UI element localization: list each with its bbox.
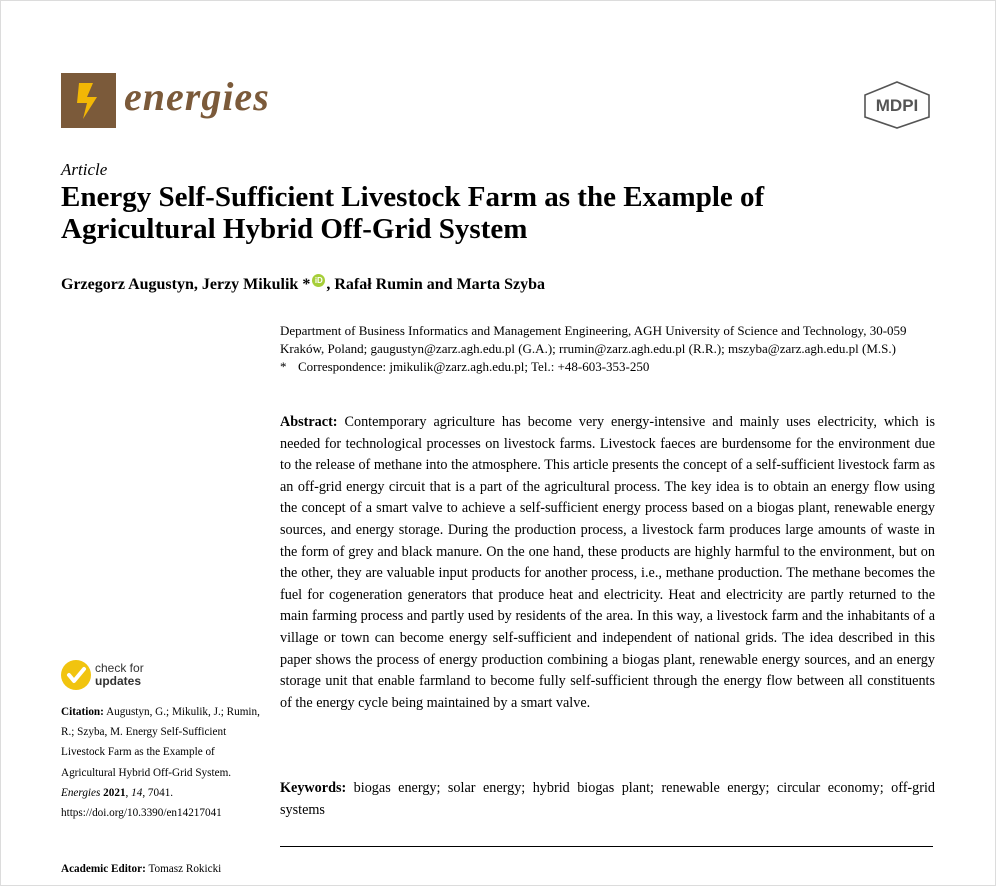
check-updates-text xyxy=(95,662,144,688)
publisher-logo[interactable] xyxy=(861,80,933,130)
author-list xyxy=(61,274,545,294)
editor-name: Tomasz Rokicki xyxy=(148,863,222,875)
authors-first: Grzegorz Augustyn, Jerzy Mikulik * xyxy=(61,276,311,293)
checkmark-icon xyxy=(61,660,91,690)
affiliation xyxy=(280,322,940,376)
authors-rest: , Rafał Rumin and Marta Szyba xyxy=(326,276,545,293)
check-updates-line2: updates xyxy=(95,674,142,688)
journal-logo xyxy=(61,73,116,128)
citation: Citation: Augustyn, G.; Mikulik, J.; Rumin, R.; Szyba, M. Energy Self-Sufficient Livestock Farm as the Example of Agricultural Hybrid Off-Grid System. Energies 2021, 14, 7041. https://doi.org/10.3390/en14217041 xyxy=(61,706,260,820)
keywords xyxy=(280,778,935,821)
citation-journal: Energies xyxy=(61,786,101,799)
check-updates-line1: check for xyxy=(95,661,144,675)
check-for-updates-button[interactable] xyxy=(61,660,221,692)
citation-year: 2021 xyxy=(103,786,126,799)
abstract-text: Contemporary agriculture has become very energy-intensive and mainly uses electricity, which is needed for technological processes on livestock farms. Livestock faeces are burdensome for the environment due to the release of methane into the atmosphere. This article presents the concept of a self-sufficient livestock farm as an off-grid energy circuit that is a part of the agricultural process. The key idea is to obtain an energy flow using the concept of a smart valve to achieve a self-sufficient energy process based on a biogas plant, renewable energy sources, and energy storage. During the production process, a livestock farm produces large amounts of waste in the form of grey and black manure. On the one hand, these products are highly harmful to the environment, but on the other, they are valuable input products for another process, i.e., methane production. The methane becomes the fuel for cogeneration generators that produce heat and electricity. Heat and electricity are partly returned to the main farming process and partly used by residents of the area. In this way, a livestock farm and the inhabitants of a village or town can become energy self-sufficient and independent of national grids. The idea described in this paper shows the process of energy production combining a biogas plant, renewable energy sources, and an energy storage unit that enable farmland to become fully self-sufficient through the energy flow between all constituents of the energy cycle being maintained by a smart valve. xyxy=(280,414,935,711)
section-divider xyxy=(280,846,933,847)
journal-name[interactable]: energies xyxy=(124,74,270,119)
affiliation-text: Department of Business Informatics and Management Engineering, AGH University of Science and Technology, 30-059 Kraków, Poland; gaugustyn@zarz.agh.edu.pl (G.A.); rrumin@zarz.agh.edu.pl (R.R.); mszyba@zarz.agh.edu.pl (M.S.) xyxy=(280,323,907,356)
keywords-label: Keywords: xyxy=(280,780,347,796)
abstract-label: Abstract: xyxy=(280,414,338,430)
publisher-name: MDPI xyxy=(875,96,919,115)
mdpi-hexagon-icon xyxy=(861,80,933,130)
academic-editor xyxy=(61,861,221,877)
citation-volume: 14 xyxy=(131,786,143,799)
correspondence-marker: * xyxy=(280,359,287,374)
article-title: Energy Self-Sufficient Livestock Farm as the Example of Agricultural Hybrid Off-Grid System xyxy=(61,181,765,245)
correspondence-text: Correspondence: jmikulik@zarz.agh.edu.pl; Tel.: +48-603-353-250 xyxy=(298,359,650,374)
editor-label: Academic Editor: xyxy=(61,863,146,875)
citation-doi[interactable]: 7041. https://doi.org/10.3390/en14217041 xyxy=(61,786,222,820)
check-badge xyxy=(61,660,91,690)
keywords-text: biogas energy; solar energy; hybrid biogas plant; renewable energy; circular economy; off-grid systems xyxy=(280,780,935,818)
article-type: Article xyxy=(61,160,108,179)
citation-text: Augustyn, G.; Mikulik, J.; Rumin, R.; Szyba, M. Energy Self-Sufficient Livestock Farm as the Example of Agricultural Hybrid Off-Grid System. xyxy=(61,706,260,779)
abstract xyxy=(280,412,935,714)
orcid-icon[interactable]: iD xyxy=(312,274,325,287)
citation-label: Citation: xyxy=(61,706,104,718)
lightning-bolt-icon xyxy=(61,73,116,128)
correspondence xyxy=(280,358,940,376)
